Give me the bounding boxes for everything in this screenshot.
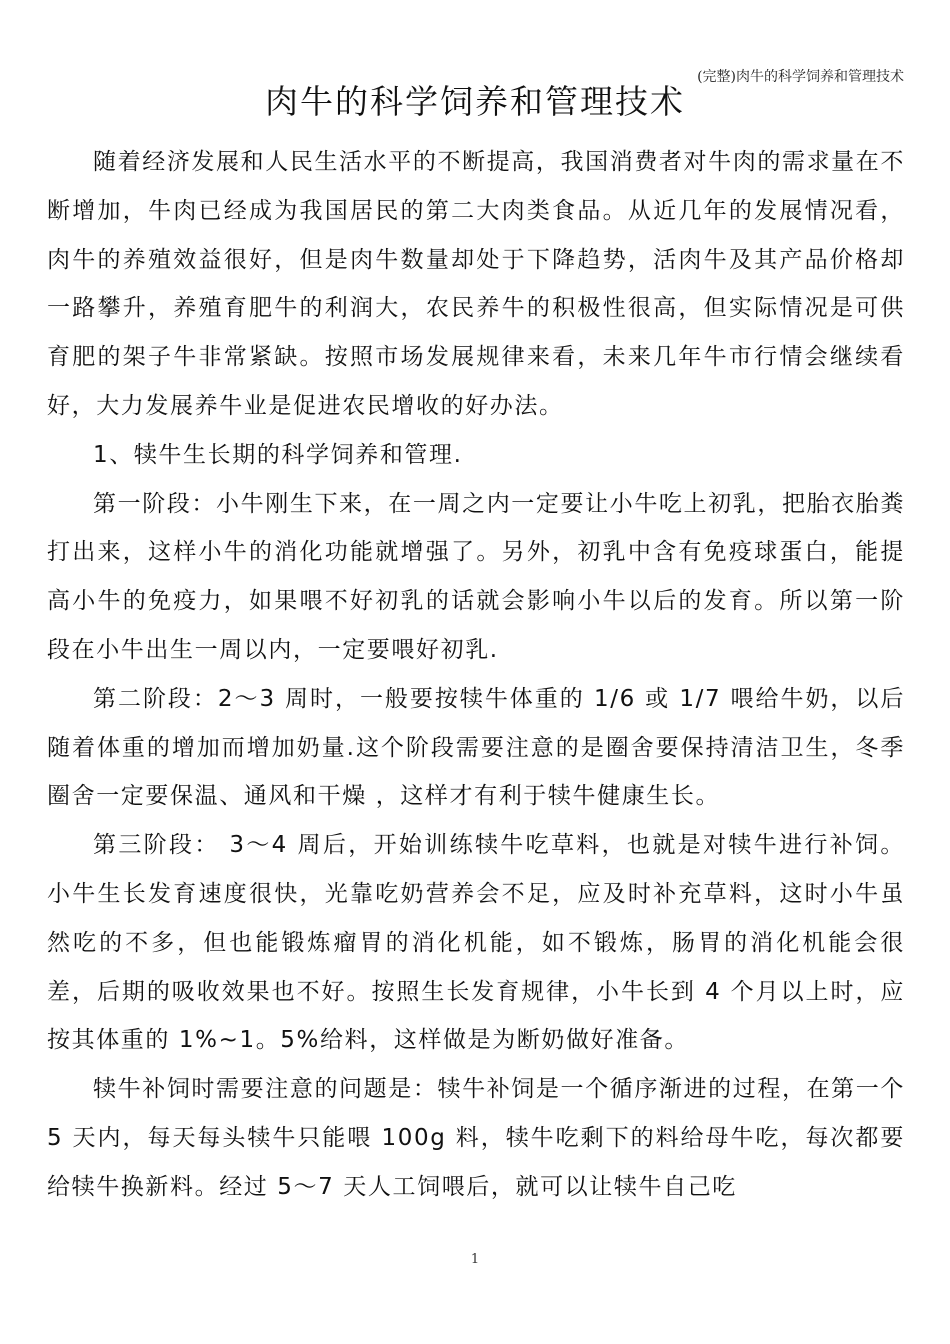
running-header: (完整)肉牛的科学饲养和管理技术 — [697, 69, 904, 85]
paragraph-feeding-notes: 犊牛补饲时需要注意的问题是：犊牛补饲是一个循序渐进的过程，在第一个 5 天内，每天每头犊牛只能喂 100g 料，犊牛吃剩下的料给母牛吃，每次都要给犊牛换新料。经过 5～7 天人工饲喂后，就可以让犊牛自己吃 — [47, 1076, 905, 1200]
paragraph-stage-three: 第三阶段： 3～4 周后，开始训练犊牛吃草料，也就是对犊牛进行补饲。小牛生长发育速度很快，光靠吃奶营养会不足，应及时补充草料，这时小牛虽然吃的不多，但也能锻炼瘤胃的消化机能，如不锻炼，肠胃的消化机能会很差，后期的吸收效果也不好。按照生长发育规律，小牛长到 4 个月以上时，应按其体重的 1%~1。5%给料，这样做是为断奶做好准备。 — [47, 832, 905, 1054]
body-text — [47, 138, 905, 1212]
paragraph-stage-two: 第二阶段：2～3 周时，一般要按犊牛体重的 1/6 或 1/7 喂给牛奶，以后随着体重的增加而增加奶量.这个阶段需要注意的是圈舍要保持清洁卫生，冬季圈舍一定要保温、通风和干燥 ，这样才有利于犊牛健康生长。 — [47, 685, 905, 810]
paragraph-stage-one: 第一阶段：小牛刚生下来，在一周之内一定要让小牛吃上初乳，把胎衣胎粪打出来，这样小牛的消化功能就增强了。另外，初乳中含有免疫球蛋白，能提高小牛的免疫力，如果喂不好初乳的话就会影响小牛以后的发育。所以第一阶段在小牛出生一周以内，一定要喂好初乳. — [47, 490, 905, 663]
page-number: 1 — [470, 1252, 480, 1267]
page-title: 肉牛的科学饲养和管理技术 — [265, 82, 685, 121]
section-heading: 1、犊牛生长期的科学饲养和管理. — [93, 441, 463, 468]
paragraph-intro: 随着经济发展和人民生活水平的不断提高，我国消费者对牛肉的需求量在不断增加，牛肉已经成为我国居民的第二大肉类食品。从近几年的发展情况看，肉牛的养殖效益很好，但是肉牛数量却处于下降趋势，活肉牛及其产品价格却一路攀升，养殖育肥牛的利润大，农民养牛的积极性很高，但实际情况是可供育肥的架子牛非常紧缺。按照市场发展规律来看，未来几年牛市行情会继续看好，大力发展养牛业是促进农民增收的好办法。 — [47, 149, 905, 419]
